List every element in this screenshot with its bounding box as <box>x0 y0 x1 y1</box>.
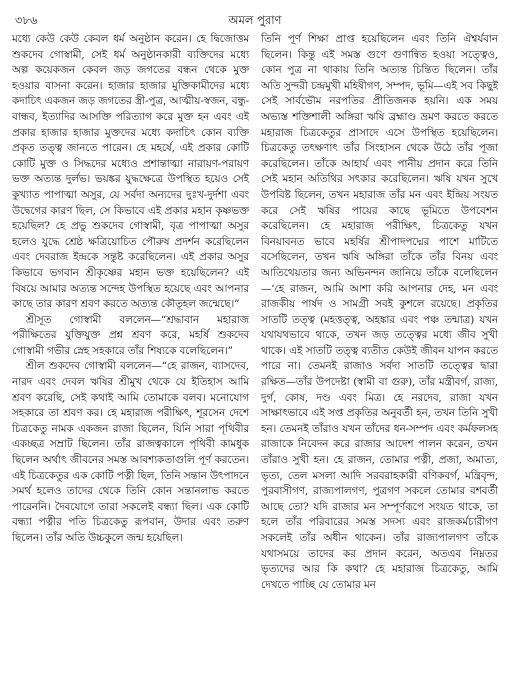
paragraph: মধ্যে কেউ কেউ কেবল ধর্ম অনুষ্ঠান করেন। হে দ্বিজোত্তম শুকদেব গোস্বামী, সেই ধর্ম অনুষ্ঠানকারী ব্যক্তিদের মধ্যে অল্প কয়েকজন কেবল জড় জগতের বন্ধন থেকে মুক্ত হওয়ার বাসনা করেন। হাজার হাজার মুক্তিকামীদের মধ্যে কদাচিৎ একজন জড় জগতের স্ত্রী-পুত্র, আত্মীয়-স্বজন, বন্ধু-বান্ধব, ইত্যাদির আসক্তি পরিত্যাগ করে মুক্ত হন এবং এই প্রকার হাজার হাজার মুক্তদের মধ্যে কদাচিৎ কোন ব্যক্তি প্রকৃত তত্ত্ব জানতে পারেন। হে মহর্ষে, এই প্রকার কোটি কোটি মুক্ত ও সিদ্ধদের মধ্যেও প্রশান্তাত্মা নারায়ণ-পরায়ণ ভক্ত অত্যন্ত দুর্লভ। ভয়ঙ্কর যুদ্ধক্ষেত্রে উপস্থিত হয়েও সেই কুখ্যাত পাপাত্মা অসুর, যে সর্বদা অন্যদের দুঃখ-দুর্দশা এবং উদ্বেগের কারণ ছিল, সে কিভাবে এই প্রকার মহান কৃষ্ণভক্ত হয়েছিল? হে প্রভু শুকদেব গোস্বামী, বৃত্র পাপাত্মা অসুর হলেও যুদ্ধে শ্রেষ্ঠ ক্ষত্রিয়োচিত পৌরুষ প্রদর্শন করেছিলেন এবং দেবরাজ ইন্দ্রকে সন্তুষ্ট করেছিলেন। এই প্রকার অসুর কিভাবে ভগবান শ্রীকৃষ্ণের মহান ভক্ত হয়েছিলেন? এই বিষয়ে আমার অত্যন্ত সন্দেহ উপস্থিত হয়েছে এবং আপনার কাছে তার কারণ শ্রবণ করতে অত্যন্ত কৌতূহল জন্মেছে।” <box>12 33 249 311</box>
paragraph: শ্রীল শুকদেব গোস্বামী বললেন—“হে রাজন, ব্যাসদেব, নারদ এবং দেবল ঋষির শ্রীমুখ থেকে যে ইতিহাস আমি শ্রবণ করেছি, সেই কথাই আমি তোমাকে বলব। মনোযোগ সহকারে তা শ্রবণ কর। হে মহারাজ পরীক্ষিৎ, শূরসেন দেশে চিত্রকেতু নামক একজন রাজা ছিলেন, যিনি সারা পৃথিবীর একচ্ছত্র সম্রাট ছিলেন। তাঁর রাজত্বকালে পৃথিবী কামধুক ছিলেন অর্থাৎ জীবনের সমস্ত আবশ্যকতাগুলি পূর্ণ করতেন। এই চিত্রকেতুর এক কোটি পত্নী ছিল, তিনি সন্তান উৎপাদনে সমর্থ হলেও তাদের থেকে তিনি কোন সন্তানলাভ করতে পারেননি। দৈবযোগে তারা সকলেই বন্ধ্যা ছিল। এক কোটি বন্ধ্যা পত্নীর পতি চিত্রকেতু রূপবান, উদার এবং তরুণ ছিলেন। তাঁর অতি উচ্চকুলে জন্ম হয়েছিল। <box>12 360 249 544</box>
page-header <box>12 10 498 30</box>
paragraph: শ্রীসূত গোস্বামী বললেন—“শ্রদ্ধাবান মহারাজ পরীক্ষিতের যুক্তিযুক্ত প্রশ্ন শ্রবণ করে, মহর্ষি শুকদেব গোস্বামী গভীর স্নেহ সহকারে তাঁর শিষ্যকে বলেছিলেন।” <box>12 313 249 357</box>
right-column <box>261 32 498 683</box>
paragraph: তিনি পূর্ণ শিক্ষা প্রাপ্ত হয়েছিলেন এবং তিনি ঐশ্বর্যবান ছিলেন। কিন্তু এই সমস্ত গুণে গুণান্বিত হওয়া সত্ত্বেও, কোন পুত্র না থাকায় তিনি অত্যন্ত চিন্তিত ছিলেন। তাঁর অতি সুন্দরী চন্দ্রমুখী মহিষীগণ, সম্পদ, ভূমি—এই সব কিছুই সেই সার্বভৌম নরপতির প্রীতিজনক হয়নি। এক সময় অভ্যস্ত শক্তিশালী অঙ্গিরা ঋষি ব্রহ্মাণ্ড ভ্রমণ করতে করতে মহারাজ চিত্রকেতুর প্রাসাদে এসে উপস্থিত হয়েছিলেন। চিত্রকেতু তৎক্ষণাৎ তাঁর সিংহাসন থেকে উঠে তাঁর পূজা করেছিলেন। তাঁকে আহার্য এবং পানীয় প্রদান করে তিনি সেই মহান অতিথির সৎকার করেছিলেন। ঋষি যখন সুখে উপবিষ্ট ছিলেন, তখন মহারাজ তাঁর মন এবং ইন্দ্রিয় সংযত করে সেই ঋষির পায়ের কাছে ভূমিতে উপবেশন করেছিলেন। হে মহারাজ পরীক্ষিৎ, চিত্রকেতু যখন বিনয়াবনত ভাবে মহর্ষির শ্রীপাদপদ্মের পাশে মাটিতে বসেছিলেন, তখন ঋষি অঙ্গিরা তাঁকে তাঁর বিনয় এবং আতিথেয়তার জন্য অভিনন্দন জানিয়ে তাঁকে বলেছিলেন—‘হে রাজন, আমি আশা করি আপনার দেহ, মন এবং রাজকীয় পার্ষদ ও সামগ্রী সবই কুশলে রয়েছে। প্রকৃতির সাতটি তত্ত্ব (মহত্তত্ত্ব, অহঙ্কার এবং পঞ্চ তন্মাত্র) যখন যথাযথভাবে থাকে, তখন জড় তত্ত্বের মধ্যে জীব সুখী থাকে। এই সাতটি তত্ত্ব ব্যতীত কেউই জীবন যাপন করতে পারে না। তেমনই রাজাও সর্বদা সাতটি তত্ত্বের দ্বারা রক্ষিত—তাঁর উপদেষ্টা (স্বামী বা গুরু), তাঁর মন্ত্রীবর্গ, রাজ্য, দুর্গ, কোষ, দণ্ড এবং মিত্র। হে নরদেব, রাজা যখন সাক্ষাৎভাবে এই সপ্ত প্রকৃতির অনুবর্তী হন, তখন তিনি সুখী হন। তেমনই তাঁরাও যখন তাঁদের ধন-সম্পদ এবং কর্মফলসহ রাজাকে নিবেদন করে রাজার আদেশ পালন করেন, তখন তাঁরাও সুখী হন। হে রাজন, তোমার পত্নী, প্রজা, অমাত্য, ভৃত্য, তেল মসলা আদি সরবরাহকারী বণিকবর্গ, মন্ত্রিবৃন্দ, পুরবাসীগণ, রাজ্যপালগণ, পুত্রগণ সকলে তোমার বশবর্তী আছে তো? যদি রাজার মন সম্পূর্ণরূপে সংযত থাকে, তা হলে তাঁর পরিবারের সমস্ত সদস্য এবং রাজকর্মচারীগণ সকলেই তাঁর অধীন থাকেন। তাঁর রাজ্যপালগণ তাঁকে যথাসময়ে তাদের কর প্রদান করেন, অতএব নিম্নতর ভৃত্যদের আর কি কথা? হে মহারাজ চিত্রকেতু, আমি দেখতে পাচ্ছি যে তোমার মন <box>261 33 498 591</box>
left-column <box>12 32 249 683</box>
page-number: ৩৮৬ <box>15 13 38 27</box>
text-columns <box>12 32 498 683</box>
running-title: অমল পুরাণ <box>228 13 282 27</box>
